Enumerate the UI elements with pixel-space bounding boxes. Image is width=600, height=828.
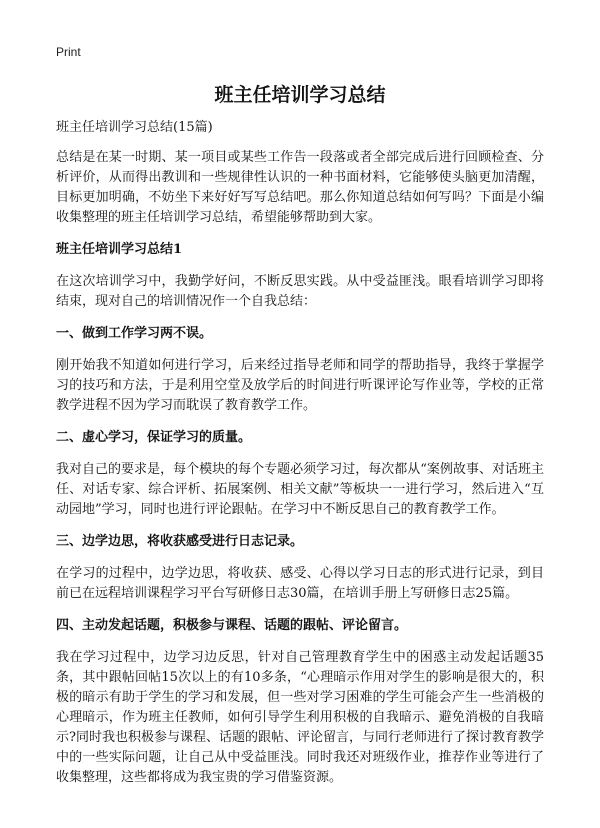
point-4-heading: 四、主动发起话题，积极参与课程、话题的跟帖、评论留言。 (56, 618, 408, 633)
print-link[interactable]: Print (56, 45, 81, 59)
point-3-heading: 三、边学边思，将收获感受进行日志记录。 (56, 534, 304, 549)
intro-paragraph: 总结是在某一时期、某一项目或某些工作告一段落或者全部完成后进行回顾检查、分析评价，从而得出教训和一些规律性认识的一种书面材料，它能够使头脑更加清醒，目标更加明确，不妨坐下来好好写写总结吧。那么你知道总结如何写吗？下面是小编收集整理的班主任培训学习总结，希望能够帮助到大家。 (56, 150, 544, 225)
document-body (56, 118, 544, 800)
point-1-body: 刚开始我不知道如何进行学习，后来经过指导老师和同学的帮助指导，我终于掌握学习的技巧和方法，于是利用空堂及放学后的时间进行听课评论写作业等，学校的正常教学进程不因为学习而耽误了教育教学工作。 (56, 358, 544, 413)
point-2-heading: 二、虚心学习，保证学习的质量。 (56, 430, 252, 445)
point-1-heading: 一、做到工作学习两不误。 (56, 326, 213, 341)
page-title: 班主任培训学习总结 (214, 84, 386, 106)
document-subtitle: 班主任培训学习总结(15篇) (56, 120, 213, 135)
section-intro-paragraph: 在这次培训学习中，我勤学好问，不断反思实践。从中受益匪浅。眼看培训学习即将结束，现对自己的培训情况作一个自我总结： (56, 274, 544, 309)
point-4-body: 我在学习过程中，边学习边反思，针对自己管理教育学生中的困惑主动发起话题35条，其中跟帖回帖15次以上的有10多条，“心理暗示作用对学生的影响是很大的，积极的暗示有助于学生的学习和发展，但一些对学习困难的学生可能会产生一些消极的心理暗示，作为班主任教师，如何引导学生利用积极的自我暗示、避免消极的自我暗示?同时我也积极参与课程、话题的跟帖、评论留言，与同行老师进行了探讨教育教学中的一些实际问题，让自己从中受益匪浅。同时我还对班级作业，推荐作业等进行了收集整理，这些都将成为我宝贵的学习借鉴资源。 (56, 650, 544, 785)
point-3-body: 在学习的过程中，边学边思，将收获、感受、心得以学习日志的形式进行记录，到目前已在远程培训课程学习平台写研修日志30篇，在培训手册上写研修日志25篇。 (56, 566, 544, 601)
section-title: 班主任培训学习总结1 (56, 242, 183, 257)
point-2-body: 我对自己的要求是，每个模块的每个专题必须学习过，每次都从“案例故事、对话班主任、对话专家、综合评析、拓展案例、相关文献”等板块一一进行学习，然后进入“互动园地”学习，同时也进行评论跟帖。在学习中不断反思自己的教育教学工作。 (56, 462, 544, 517)
